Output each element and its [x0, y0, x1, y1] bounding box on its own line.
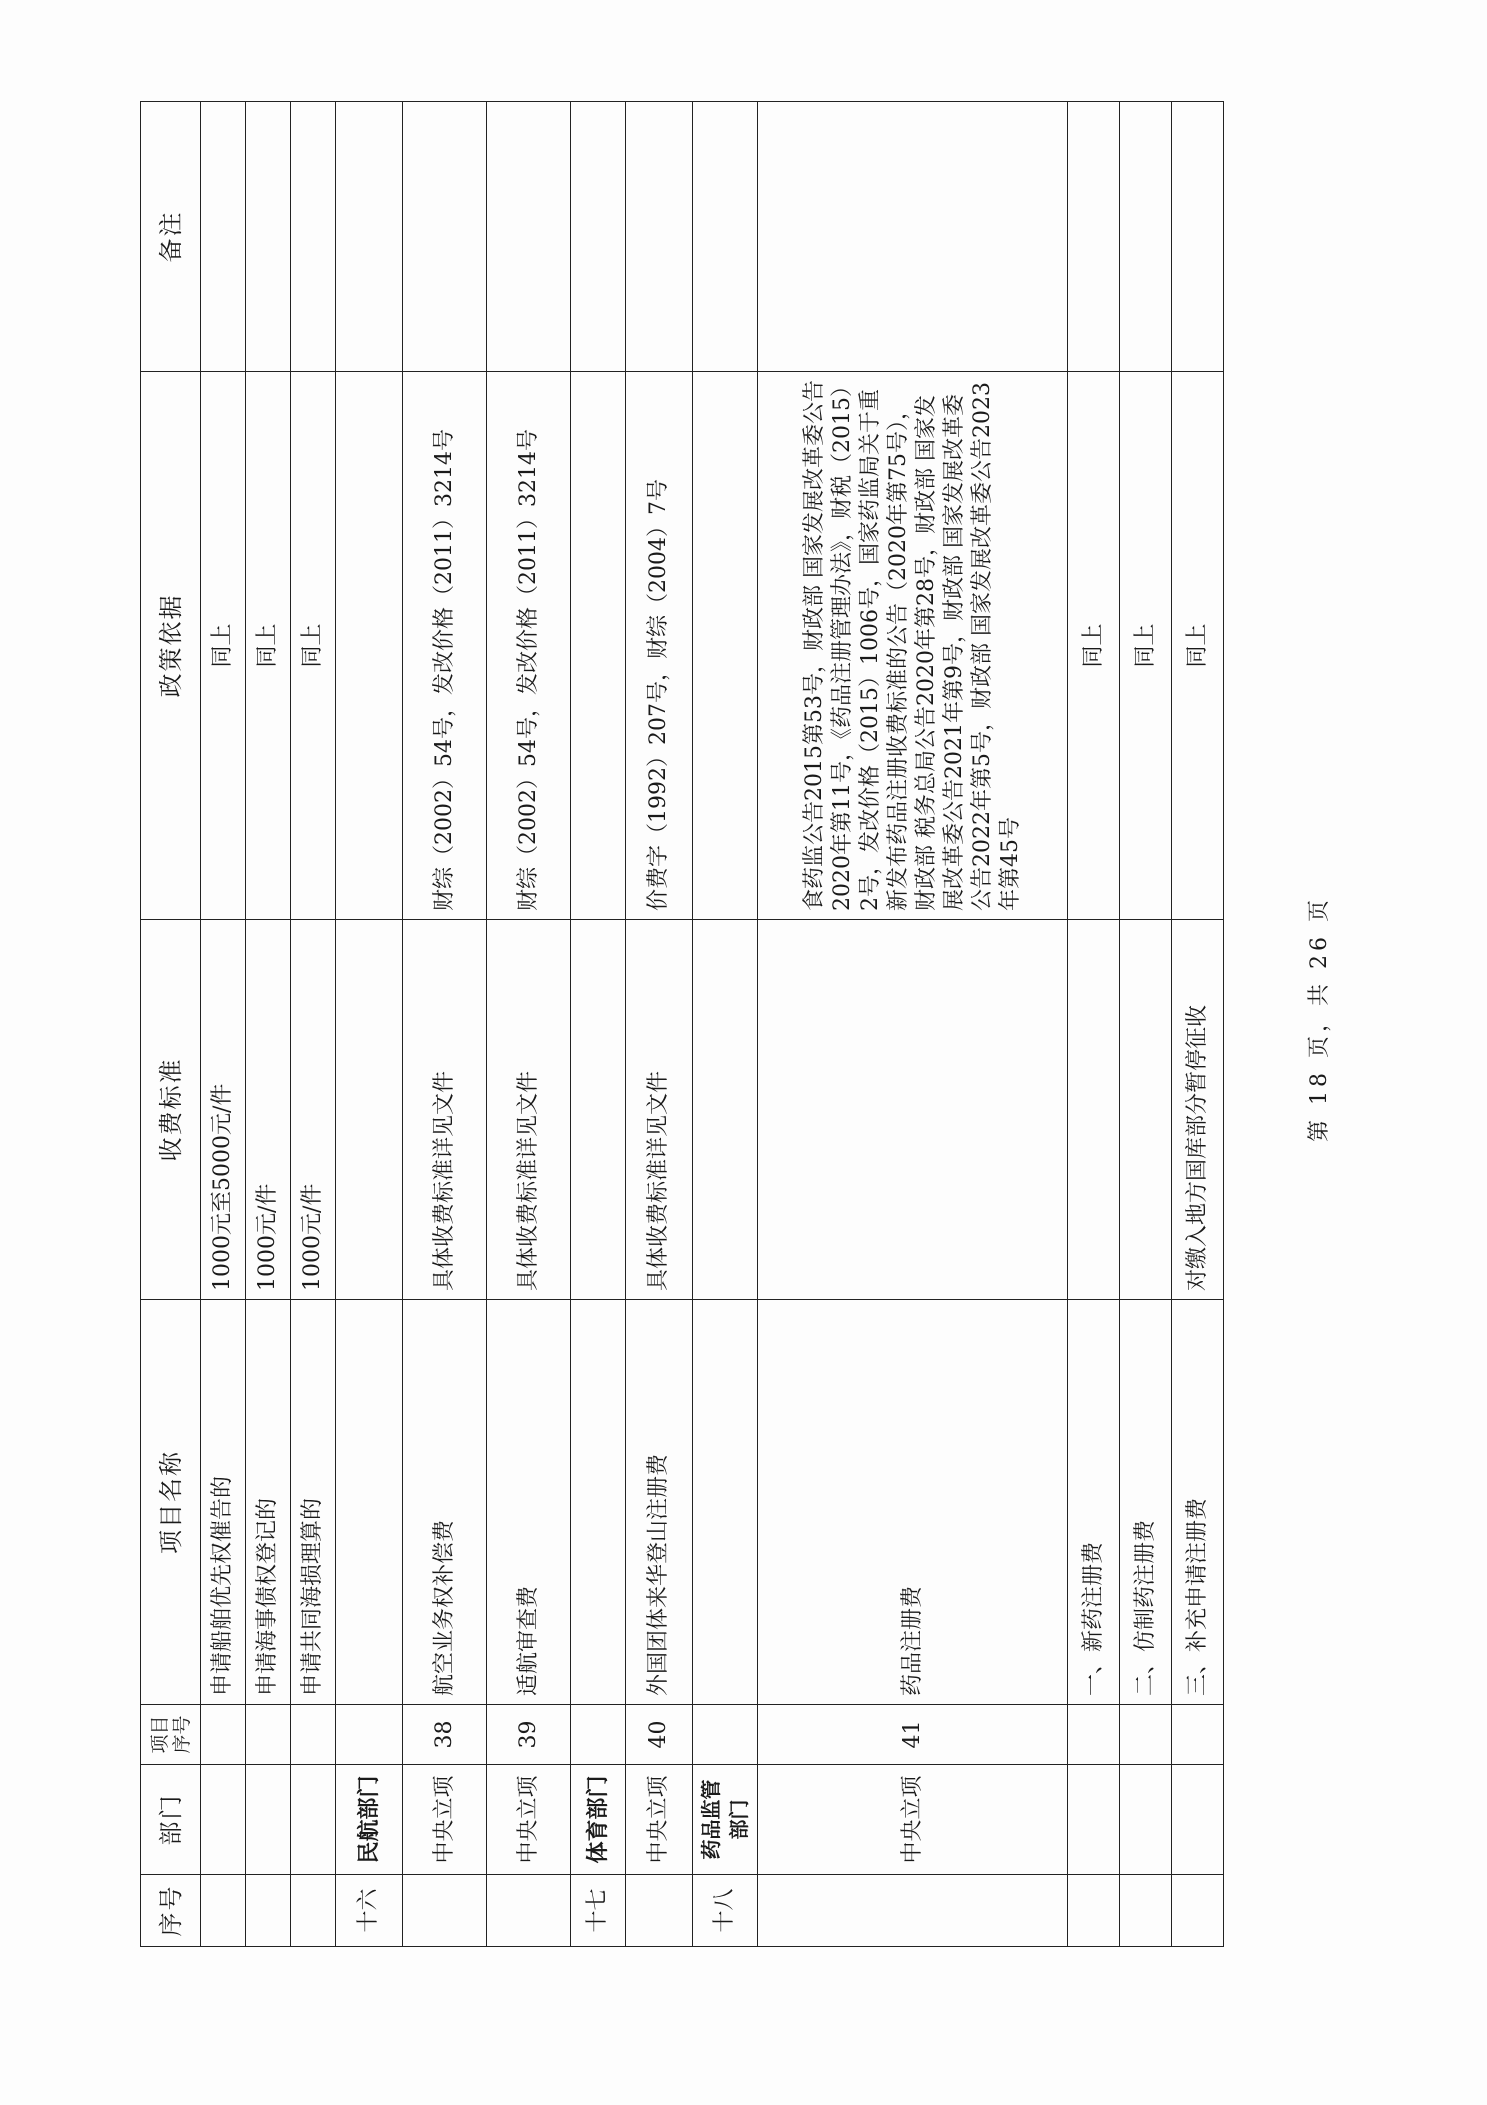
cell-policy	[693, 372, 758, 920]
cell-dept: 中央立项	[487, 1765, 571, 1875]
cell-dept	[1172, 1765, 1224, 1875]
cell-standard	[571, 920, 626, 1300]
header-seq: 序号	[141, 1875, 201, 1947]
header-policy: 政策依据	[141, 372, 201, 920]
cell-dept: 体育部门	[571, 1765, 626, 1875]
cell-remark	[201, 102, 246, 372]
rotated-table-wrapper	[140, 101, 1224, 1947]
cell-name: 申请船舶优先权催告的	[201, 1300, 246, 1705]
cell-standard: 1000元至5000元/件	[201, 920, 246, 1300]
table-row-section	[571, 102, 626, 1947]
cell-remark	[246, 102, 291, 372]
table-row-section	[336, 102, 403, 1947]
cell-standard: 具体收费标准详见文件	[487, 920, 571, 1300]
cell-name	[693, 1300, 758, 1705]
cell-name	[336, 1300, 403, 1705]
cell-seq	[758, 1875, 1068, 1947]
table-row	[246, 102, 291, 1947]
header-remark: 备注	[141, 102, 201, 372]
cell-standard	[1068, 920, 1120, 1300]
table-row-section	[693, 102, 758, 1947]
cell-remark	[291, 102, 336, 372]
cell-name: 三、补充申请注册费	[1172, 1300, 1224, 1705]
cell-seq	[1120, 1875, 1172, 1947]
cell-standard: 具体收费标准详见文件	[403, 920, 487, 1300]
cell-remark	[487, 102, 571, 372]
cell-item-no	[1120, 1705, 1172, 1765]
cell-item-no	[291, 1705, 336, 1765]
cell-seq	[1172, 1875, 1224, 1947]
table-row	[626, 102, 693, 1947]
cell-dept	[291, 1765, 336, 1875]
cell-item-no	[336, 1705, 403, 1765]
cell-dept	[201, 1765, 246, 1875]
cell-name: 药品注册费	[758, 1300, 1068, 1705]
cell-remark	[571, 102, 626, 372]
cell-remark	[336, 102, 403, 372]
cell-standard: 具体收费标准详见文件	[626, 920, 693, 1300]
cell-dept: 中央立项	[758, 1765, 1068, 1875]
cell-policy: 同上	[1172, 372, 1224, 920]
table-row	[201, 102, 246, 1947]
cell-name: 航空业务权补偿费	[403, 1300, 487, 1705]
cell-remark	[1120, 102, 1172, 372]
table-row	[291, 102, 336, 1947]
cell-dept: 民航部门	[336, 1765, 403, 1875]
cell-item-no	[693, 1705, 758, 1765]
cell-policy: 财综（2002）54号，发改价格（2011）3214号	[487, 372, 571, 920]
cell-remark	[1172, 102, 1224, 372]
cell-remark	[693, 102, 758, 372]
table-row	[403, 102, 487, 1947]
table-row	[1172, 102, 1224, 1947]
cell-name: 二、仿制药注册费	[1120, 1300, 1172, 1705]
cell-standard: 1000元/件	[246, 920, 291, 1300]
cell-standard	[693, 920, 758, 1300]
cell-policy: 同上	[1120, 372, 1172, 920]
cell-standard	[1120, 920, 1172, 1300]
cell-policy: 同上	[291, 372, 336, 920]
header-name: 项目名称	[141, 1300, 201, 1705]
cell-policy: 价费字（1992）207号，财综（2004）7号	[626, 372, 693, 920]
table-row	[1120, 102, 1172, 1947]
cell-name: 一、新药注册费	[1068, 1300, 1120, 1705]
cell-name: 申请共同海损理算的	[291, 1300, 336, 1705]
cell-seq	[1068, 1875, 1120, 1947]
cell-policy	[336, 372, 403, 920]
cell-item-no	[1068, 1705, 1120, 1765]
cell-seq	[487, 1875, 571, 1947]
cell-remark	[1068, 102, 1120, 372]
cell-policy: 同上	[1068, 372, 1120, 920]
cell-policy: 同上	[246, 372, 291, 920]
cell-name: 适航审查费	[487, 1300, 571, 1705]
table-row	[758, 102, 1068, 1947]
cell-standard	[336, 920, 403, 1300]
cell-seq	[246, 1875, 291, 1947]
header-item-no: 项目序号	[141, 1705, 201, 1765]
cell-seq	[201, 1875, 246, 1947]
cell-standard	[758, 920, 1068, 1300]
cell-policy	[571, 372, 626, 920]
cell-name	[571, 1300, 626, 1705]
cell-dept: 药品监管部门	[693, 1765, 758, 1875]
cell-item-no: 39	[487, 1705, 571, 1765]
table-header-row	[141, 102, 201, 1947]
cell-dept: 中央立项	[626, 1765, 693, 1875]
cell-dept	[246, 1765, 291, 1875]
cell-seq	[291, 1875, 336, 1947]
cell-item-no	[201, 1705, 246, 1765]
cell-remark	[403, 102, 487, 372]
cell-remark	[758, 102, 1068, 372]
header-dept: 部门	[141, 1765, 201, 1875]
cell-item-no	[246, 1705, 291, 1765]
cell-item-no	[1172, 1705, 1224, 1765]
cell-policy: 同上	[201, 372, 246, 920]
cell-seq: 十六	[336, 1875, 403, 1947]
cell-dept: 中央立项	[403, 1765, 487, 1875]
cell-policy: 食药监公告2015第53号，财政部 国家发展改革委公告2020年第11号，《药品注册管理办法》，财税（2015）2号，发改价格（2015）1006号，国家药监局关于重新发布药品注册收费标准的公告（2020年第75号），财政部 税务总局公告2020年第28号，财政部 国家发展改革委公告2021年第9号，财政部 国家发展改革委公告2022年第5号，财政部 国家发展改革委公告2023年第45号	[758, 372, 1068, 920]
cell-seq	[626, 1875, 693, 1947]
table-row	[487, 102, 571, 1947]
cell-seq: 十八	[693, 1875, 758, 1947]
cell-policy: 财综（2002）54号，发改价格（2011）3214号	[403, 372, 487, 920]
fee-table	[140, 101, 1224, 1947]
cell-name: 外国团体来华登山注册费	[626, 1300, 693, 1705]
page-footer: 第 18 页，共 26 页	[1307, 896, 1332, 1142]
cell-item-no	[571, 1705, 626, 1765]
cell-item-no: 38	[403, 1705, 487, 1765]
cell-dept	[1120, 1765, 1172, 1875]
cell-item-no: 41	[758, 1705, 1068, 1765]
cell-standard: 1000元/件	[291, 920, 336, 1300]
cell-name: 申请海事债权登记的	[246, 1300, 291, 1705]
header-standard: 收费标准	[141, 920, 201, 1300]
cell-standard: 对缴入地方国库部分暂停征收	[1172, 920, 1224, 1300]
table-row	[1068, 102, 1120, 1947]
cell-seq: 十七	[571, 1875, 626, 1947]
cell-seq	[403, 1875, 487, 1947]
cell-dept	[1068, 1765, 1120, 1875]
cell-remark	[626, 102, 693, 372]
cell-item-no: 40	[626, 1705, 693, 1765]
